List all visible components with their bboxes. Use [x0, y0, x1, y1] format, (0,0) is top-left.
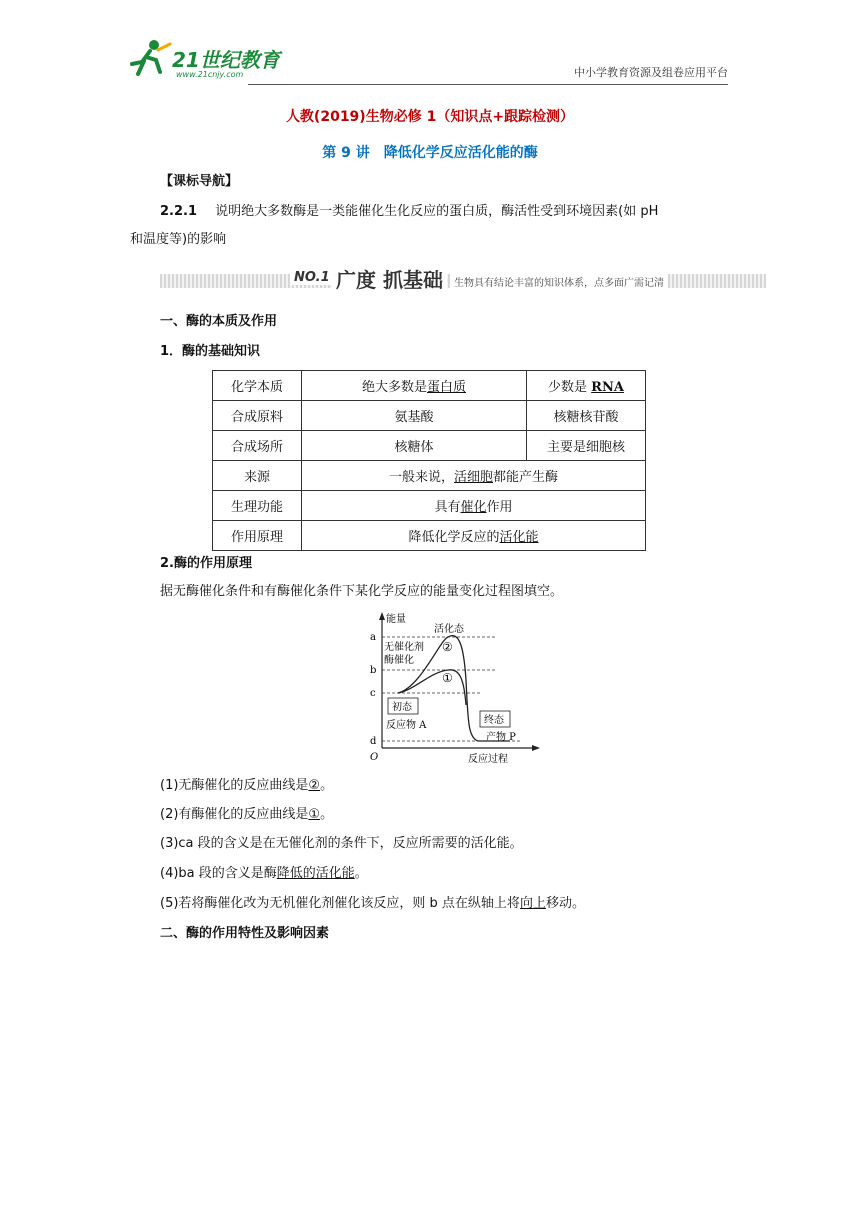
table-row [213, 431, 646, 461]
table-cell: 来源 [213, 461, 302, 491]
table-row [213, 401, 646, 431]
table-cell: 核糖核苷酸 [527, 401, 646, 431]
answer-3: (3)ca 段的含义是在无催化剂的条件下，反应所需要的活化能。 [160, 836, 523, 851]
table-row [213, 521, 646, 551]
banner-subtitle: 生物具有结论丰富的知识体系，点多面广需记清 [450, 274, 668, 289]
final-state-label: 终态 [484, 715, 504, 726]
y-axis-label: 能量 [386, 614, 406, 625]
table-cell: 绝大多数是蛋白质 [302, 371, 527, 401]
table-cell: 氨基酸 [302, 401, 527, 431]
table-cell: 少数是 RNA [527, 371, 646, 401]
level-a: a [370, 632, 376, 643]
banner-title: 广度 抓基础 [332, 264, 447, 293]
section1-sub2: 2.酶的作用原理 [160, 556, 252, 571]
table-cell: 一般来说，活细胞都能产生酶 [302, 461, 646, 491]
table-cell: 化学本质 [213, 371, 302, 401]
x-axis-label: 反应过程 [468, 754, 508, 765]
enzyme-label: 酶催化 [384, 655, 414, 666]
section1-sub1: 1．酶的基础知识 [160, 344, 261, 359]
nav-heading: 【课标导航】 [160, 174, 239, 189]
table-cell: 作用原理 [213, 521, 302, 551]
table-cell: 核糖体 [302, 431, 527, 461]
document-title: 人教(2019)生物必修 1（知识点+跟踪检测） [285, 109, 575, 125]
answer-5: (5)若将酶催化改为无机催化剂催化该反应，则 b 点在纵轴上将向上移动。 [160, 896, 585, 911]
origin-label: O [370, 752, 379, 763]
section2-heading: 二、酶的作用特性及影响因素 [160, 926, 330, 941]
page-header [128, 34, 728, 86]
curve2-label: ② [442, 640, 453, 654]
answer-1: (1)无酶催化的反应曲线是②。 [160, 778, 334, 793]
no-catalyst-label: 无催化剂 [384, 642, 424, 653]
initial-state-label: 初态 [392, 702, 412, 713]
level-d: d [370, 736, 377, 747]
table-cell: 生理功能 [213, 491, 302, 521]
level-c: c [370, 688, 376, 699]
nav-item [160, 202, 740, 222]
header-divider [248, 84, 728, 85]
section-banner [160, 266, 766, 296]
table-cell: 合成场所 [213, 431, 302, 461]
product-label: 产物 P [486, 732, 516, 743]
lesson-title: 第 9 讲 降低化学反应活化能的酶 [322, 145, 538, 161]
table-row [213, 371, 646, 401]
nav-item-code: 2.2.1 [160, 204, 198, 219]
reactant-label: 反应物 A [386, 720, 427, 731]
energy-diagram [360, 610, 540, 768]
platform-name: 中小学教育资源及组卷应用平台 [574, 66, 728, 79]
activated-state-label: 活化态 [434, 624, 464, 635]
section1-intro: 据无酶催化条件和有酶催化条件下某化学反应的能量变化过程图填空。 [160, 584, 564, 599]
y-axis-arrow [379, 612, 385, 620]
section1-heading: 一、酶的本质及作用 [160, 314, 278, 329]
level-b: b [370, 665, 377, 676]
enzyme-basics-table [212, 370, 646, 551]
nav-item-text-cont: 和温度等)的影响 [130, 232, 227, 247]
logo-text: 21世纪教育 [172, 48, 280, 72]
table-row [213, 461, 646, 491]
logo [128, 38, 298, 78]
logo-url: www.21cnjy.com [176, 70, 244, 79]
table-cell: 合成原料 [213, 401, 302, 431]
table-cell: 具有催化作用 [302, 491, 646, 521]
banner-number: NO.1 [290, 270, 334, 285]
answer-2: (2)有酶催化的反应曲线是①。 [160, 807, 334, 822]
curve1-label: ① [442, 671, 453, 685]
table-cell: 主要是细胞核 [527, 431, 646, 461]
x-axis-arrow [532, 745, 540, 751]
table-row [213, 491, 646, 521]
runner-icon [128, 38, 172, 78]
answer-4: (4)ba 段的含义是酶降低的活化能。 [160, 866, 368, 881]
nav-item-text: 说明绝大多数酶是一类能催化生化反应的蛋白质，酶活性受到环境因素(如 pH [215, 204, 659, 219]
table-cell: 降低化学反应的活化能 [302, 521, 646, 551]
